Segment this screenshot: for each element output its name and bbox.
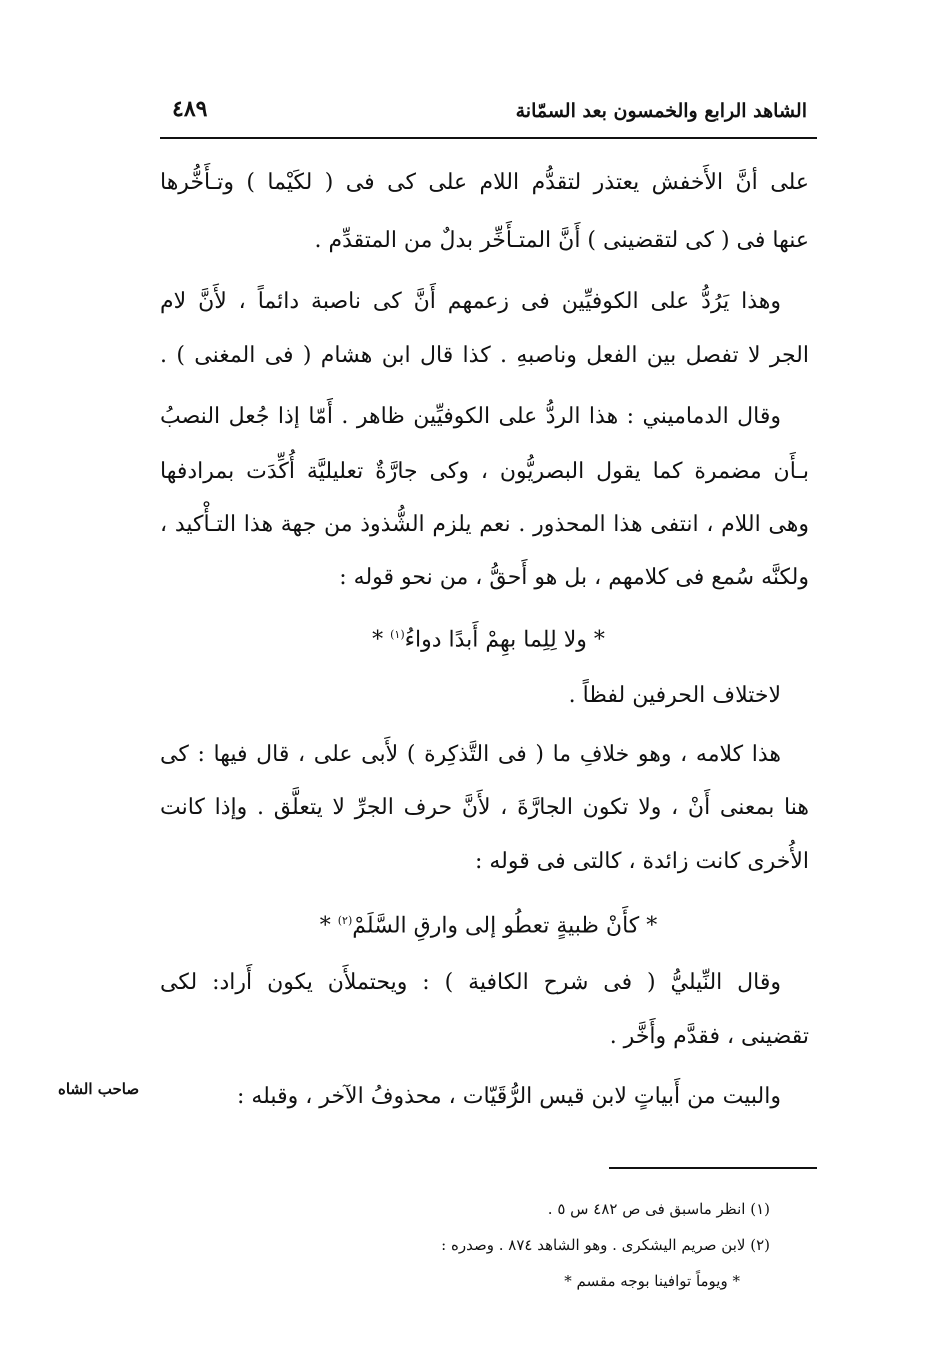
text-line: وقال النِّيليُّ ( فى شرح الكافية ) : ويحتملأَن يكون أَراد: لكى xyxy=(160,970,781,995)
verse-1-text: * ولا لِلِما بهِمْ أَبدًا دواءُ xyxy=(404,627,605,653)
footnote-1: (١) انظر ماسبق فى ص ٤٨٢ س ٥ . xyxy=(547,1200,770,1218)
text-line: وهى اللام ، انتفى هذا المحذور . نعم يلزم الشُّذوذ من جهة هذا التـأْكيد ، xyxy=(160,512,809,537)
text-line: على أنَّ الأَخفش يعتذر لتقدُّم اللام على كى فى ( لكَيْما ) وتـأَخُّرها xyxy=(160,170,809,195)
text-line: وهذا يَرُدُّ على الكوفيِّين فى زعمهم أَنَّ كى ناصبة دائماً ، لأَنَّ لام xyxy=(160,289,781,314)
text-line: الجر لا تفصل بين الفعل وناصبهِ . كذا قال ابن هشام ( فى المغنى ) . xyxy=(160,343,809,368)
verse-2-end: * xyxy=(319,913,331,939)
footnote-ref-2: (٢) xyxy=(337,914,353,927)
footnote-2: (٢) لابن صريم اليشكرى . وهو الشاهد ٨٧٤ . وصدره : xyxy=(441,1236,770,1254)
text-line: تقضينى ، فقدَّم وأَخَّر . xyxy=(609,1024,809,1049)
text-line: وقال الدماميني : هذا الردُّ على الكوفيِّين ظاهر . أَمّا إذا جُعل النصبُ xyxy=(160,404,781,429)
text-line: بـأَن مضمرة كما يقول البصريُّون ، وكى جارَّةٌ تعليليَّة أُكِّدَت بمرادفها xyxy=(160,459,809,484)
text-line: لاختلاف الحرفين لفظاً . xyxy=(568,683,781,708)
verse-1 xyxy=(160,620,817,655)
footnote-verse: * ويوماً توافينا بوجه مقسم * xyxy=(564,1272,740,1290)
text-line: ولكنَّه سُمع فى كلامهم ، بل هو أَحقُّ ، من نحو قوله : xyxy=(339,565,809,590)
text-line: هنا بمعنى أَنْ ، ولا تكون الجارَّةَ ، لأَنَّ حرف الجرِّ لا يتعلَّق . وإذا كانت xyxy=(160,795,809,820)
margin-note: صاحب الشاه xyxy=(58,1080,140,1098)
text-line: هذا كلامه ، وهو خلافِ ما ( فى التَّذكِرة ) لأَبى على ، قال فيها : كى xyxy=(160,742,781,767)
page-number: ٤٨٩ xyxy=(172,96,208,122)
footnote-rule xyxy=(609,1167,817,1169)
verse-2-text: * كأَنْ ظبيةٍ تعطُو إلى وارقِ السَّلَمْ xyxy=(352,913,658,939)
verse-2 xyxy=(160,906,817,941)
running-header-title: الشاهد الرابع والخمسون بعد السمّانة xyxy=(515,100,807,122)
header-rule xyxy=(160,137,817,139)
text-line: والبيت من أَبياتٍ لابن قيس الرُّقَيّات ، محذوفُ الآخر ، وقبله : xyxy=(236,1084,781,1109)
verse-1-end: * xyxy=(372,627,384,653)
text-line: عنها فى ( كى لتقضينى ) أَنَّ المتـأَخِّر بدلٌ من المتقدِّم . xyxy=(314,228,809,253)
text-line: الأُخرى كانت زائدة ، كالتى فى قوله : xyxy=(474,849,809,874)
footnote-ref-1: (١) xyxy=(390,628,405,641)
